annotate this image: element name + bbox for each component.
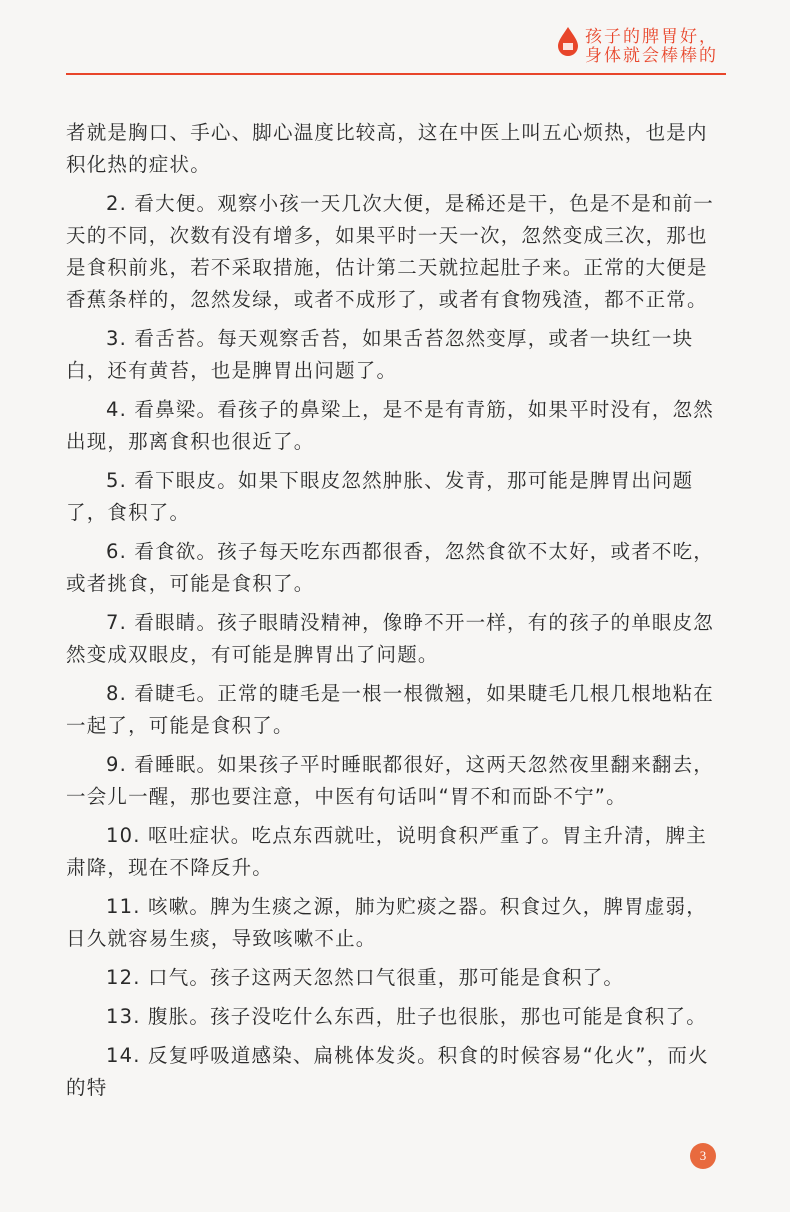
paragraph: 6. 看食欲。孩子每天吃东西都很香，忽然食欲不太好，或者不吃，或者挑食，可能是食积了。 <box>66 540 715 595</box>
paragraph: 14. 反复呼吸道感染、扁桃体发炎。积食的时候容易“化火”，而火的特 <box>66 1044 709 1099</box>
body-text <box>66 117 722 1111</box>
paragraph: 7. 看眼睛。孩子眼睛没精神，像睁不开一样，有的孩子的单眼皮忽然变成双眼皮，有可能是脾胃出了问题。 <box>66 611 715 666</box>
paragraph: 10. 呕吐症状。吃点东西就吐，说明食积严重了。胃主升清，脾主肃降，现在不降反升。 <box>66 824 707 879</box>
paragraph: 2. 看大便。观察小孩一天几次大便，是稀还是干，色是不是和前一天的不同，次数有没有增多，如果平时一天一次，忽然变成三次，那也是食积前兆，若不采取措施，估计第二天就拉起肚子来。正常的大便是香蕉条样的，忽然发绿，或者不成形了，或者有食物残渣，都不正常。 <box>66 192 715 311</box>
paragraph: 3. 看舌苔。每天观察舌苔，如果舌苔忽然变厚，或者一块红一块白，还有黄苔，也是脾胃出问题了。 <box>66 327 694 382</box>
paragraph: 5. 看下眼皮。如果下眼皮忽然肿胀、发青，那可能是脾胃出问题了，食积了。 <box>66 469 694 524</box>
droplet-icon <box>556 26 580 56</box>
paragraph: 4. 看鼻梁。看孩子的鼻梁上，是不是有青筋，如果平时没有，忽然出现，那离食积也很近了。 <box>66 398 715 453</box>
page-header <box>0 0 790 80</box>
header-divider <box>66 73 726 75</box>
paragraph: 13. 腹胀。孩子没吃什么东西，肚子也很胀，那也可能是食积了。 <box>106 1005 707 1028</box>
header-title-line2: 身体就会棒棒的 <box>585 46 718 66</box>
paragraph: 12. 口气。孩子这两天忽然口气很重，那可能是食积了。 <box>106 966 625 989</box>
paragraph: 9. 看睡眠。如果孩子平时睡眠都很好，这两天忽然夜里翻来翻去，一会儿一醒，那也要注意，中医有句话叫“胃不和而卧不宁”。 <box>66 753 715 808</box>
paragraph: 8. 看睫毛。正常的睫毛是一根一根微翘，如果睫毛几根几根地粘在一起了，可能是食积了。 <box>66 682 715 737</box>
paragraph: 11. 咳嗽。脾为生痰之源，肺为贮痰之器。积食过久，脾胃虚弱，日久就容易生痰，导致咳嗽不止。 <box>66 895 707 950</box>
header-title-line1: 孩子的脾胃好， <box>585 27 718 47</box>
paragraph: 者就是胸口、手心、脚心温度比较高，这在中医上叫五心烦热，也是内积化热的症状。 <box>66 121 708 176</box>
header-title <box>585 28 718 66</box>
page-number: 3 <box>690 1143 716 1169</box>
